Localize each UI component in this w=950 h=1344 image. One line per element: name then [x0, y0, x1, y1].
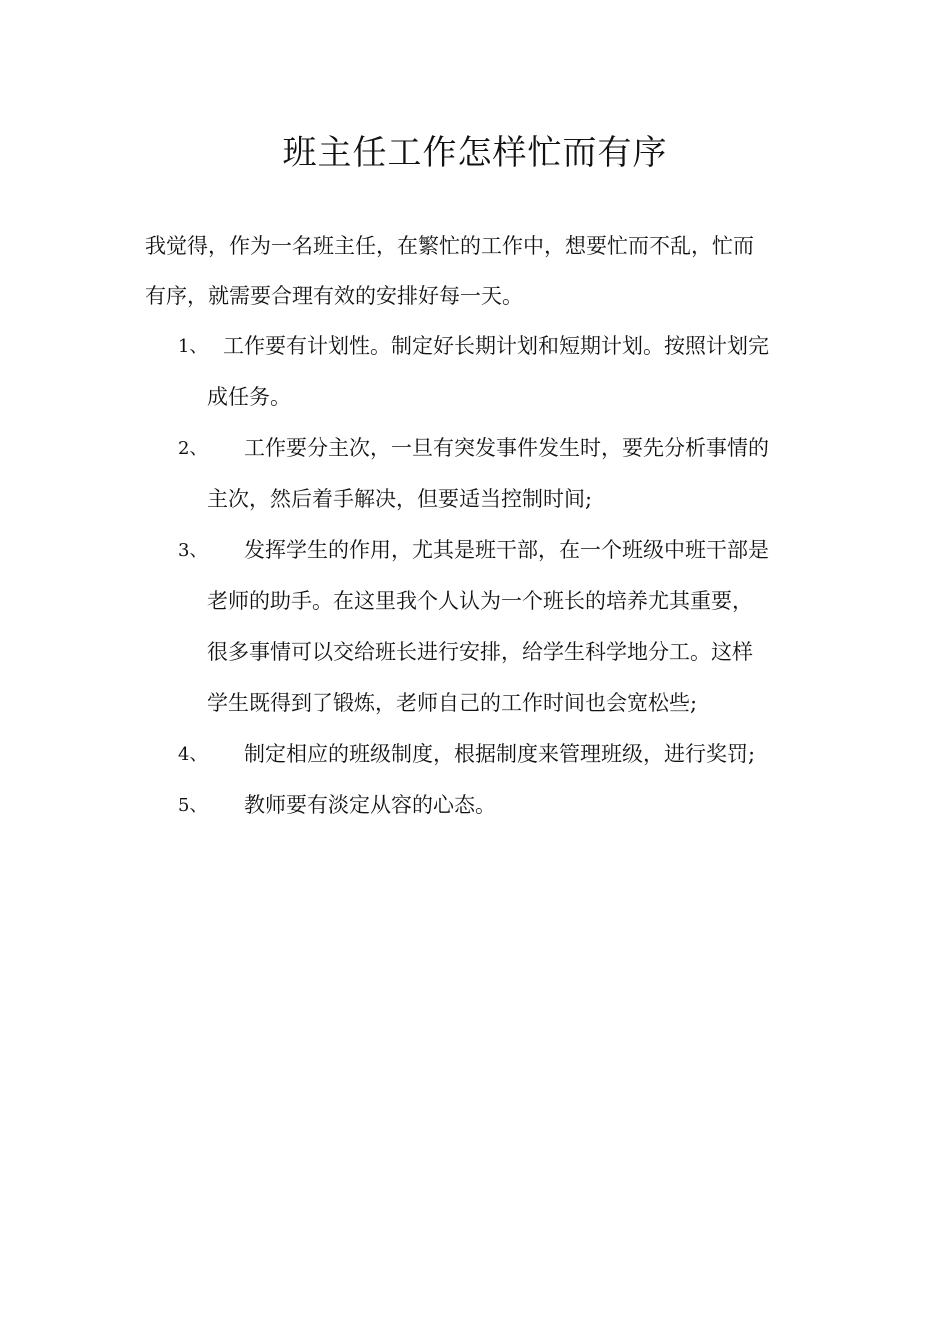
list-item-line: 工作要有计划性。制定好长期计划和短期计划。按照计划完 [223, 334, 769, 358]
list-item-line: 发挥学生的作用，尤其是班干部，在一个班级中班干部是 [244, 538, 769, 562]
list-item-line: 制定相应的班级制度，根据制度来管理班级，进行奖罚; [244, 742, 756, 766]
intro-line: 有序，就需要合理有效的安排好每一天。 [145, 284, 523, 308]
list-item-line: 学生既得到了锻炼，老师自己的工作时间也会宽松些; [207, 691, 698, 715]
list-item-4 [178, 729, 818, 780]
intro-line: 我觉得，作为一名班主任，在繁忙的工作中，想要忙而不乱，忙而 [145, 234, 754, 258]
list-item-number: 4、 [178, 744, 208, 765]
list-item-line: 很多事情可以交给班长进行安排，给学生科学地分工。这样 [207, 640, 753, 664]
list-item-number: 2、 [178, 438, 208, 459]
list-item-1 [178, 321, 818, 423]
list-item-number: 5、 [178, 795, 208, 816]
document-title: 班主任工作怎样忙而有序 [282, 133, 668, 173]
list-item-line: 成任务。 [207, 385, 291, 409]
numbered-list [178, 321, 818, 831]
list-item-3 [178, 525, 818, 729]
intro-paragraph [145, 221, 805, 321]
list-item-line: 主次，然后着手解决，但要适当控制时间; [207, 487, 593, 511]
list-item-number: 1、 [178, 336, 208, 357]
list-item-5 [178, 780, 818, 831]
list-item-number: 3、 [178, 540, 208, 561]
list-item-2 [178, 423, 818, 525]
list-item-line: 工作要分主次，一旦有突发事件发生时，要先分析事情的 [244, 436, 769, 460]
list-item-line: 老师的助手。在这里我个人认为一个班长的培养尤其重要， [207, 589, 753, 613]
list-item-line: 教师要有淡定从容的心态。 [244, 793, 496, 817]
